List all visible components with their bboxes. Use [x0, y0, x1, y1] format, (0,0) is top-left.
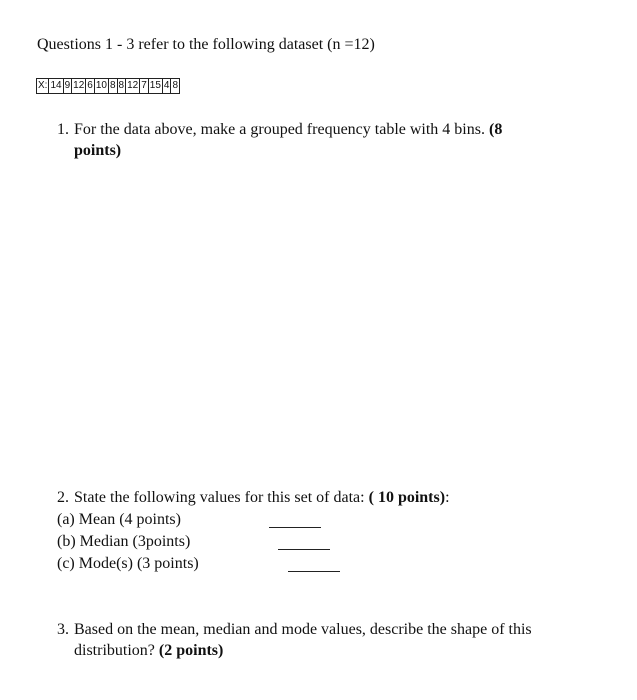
question-2-number: 2.: [57, 489, 69, 506]
dataset-value: 7: [140, 79, 149, 94]
question-3-text-cont: distribution?: [74, 642, 159, 659]
dataset-value: 14: [49, 79, 63, 94]
question-3-line-2: [57, 640, 617, 661]
dataset-value: 12: [72, 79, 86, 94]
dataset-value: 8: [117, 79, 126, 94]
question-1-text: For the data above, make a grouped frequency table with 4 bins.: [74, 121, 489, 138]
question-2-item-mode: (c) Mode(s) (3 points): [57, 555, 199, 572]
dataset-value: 8: [171, 79, 180, 94]
question-2-item-median: (b) Median (3points): [57, 533, 191, 550]
mean-answer-blank[interactable]: [269, 527, 321, 528]
dataset-value: 8: [108, 79, 117, 94]
dataset-row: [37, 79, 180, 94]
question-2-text: State the following values for this set of data:: [74, 489, 369, 506]
dataset-value: 6: [86, 79, 95, 94]
question-2-item-mean: (a) Mean (4 points): [57, 511, 181, 528]
question-3: [57, 619, 617, 661]
question-3-text: Based on the mean, median and mode values, describe the shape of this: [74, 621, 532, 638]
dataset-intro: Questions 1 - 3 refer to the following dataset (n =12): [37, 36, 375, 53]
question-2: [57, 487, 617, 508]
question-1-points-end: points): [74, 142, 122, 159]
question-1-number: 1.: [57, 121, 69, 138]
dataset-value: 4: [162, 79, 171, 94]
dataset-value: 15: [148, 79, 162, 94]
question-1-line-1: [57, 119, 617, 140]
dataset-label: X:: [37, 79, 49, 94]
dataset-value: 9: [63, 79, 72, 94]
question-3-line-1: [57, 619, 617, 640]
dataset-value: 10: [94, 79, 108, 94]
dataset-value: 12: [126, 79, 140, 94]
dataset-table: [36, 78, 180, 94]
question-1: [57, 119, 617, 161]
question-1-points-start: (8: [488, 121, 503, 138]
question-2-points: ( 10 points): [368, 489, 446, 506]
question-3-points: (2 points): [158, 642, 224, 659]
question-3-number: 3.: [57, 621, 69, 638]
question-2-colon: :: [445, 489, 450, 506]
mode-answer-blank[interactable]: [288, 571, 340, 572]
median-answer-blank[interactable]: [278, 549, 330, 550]
